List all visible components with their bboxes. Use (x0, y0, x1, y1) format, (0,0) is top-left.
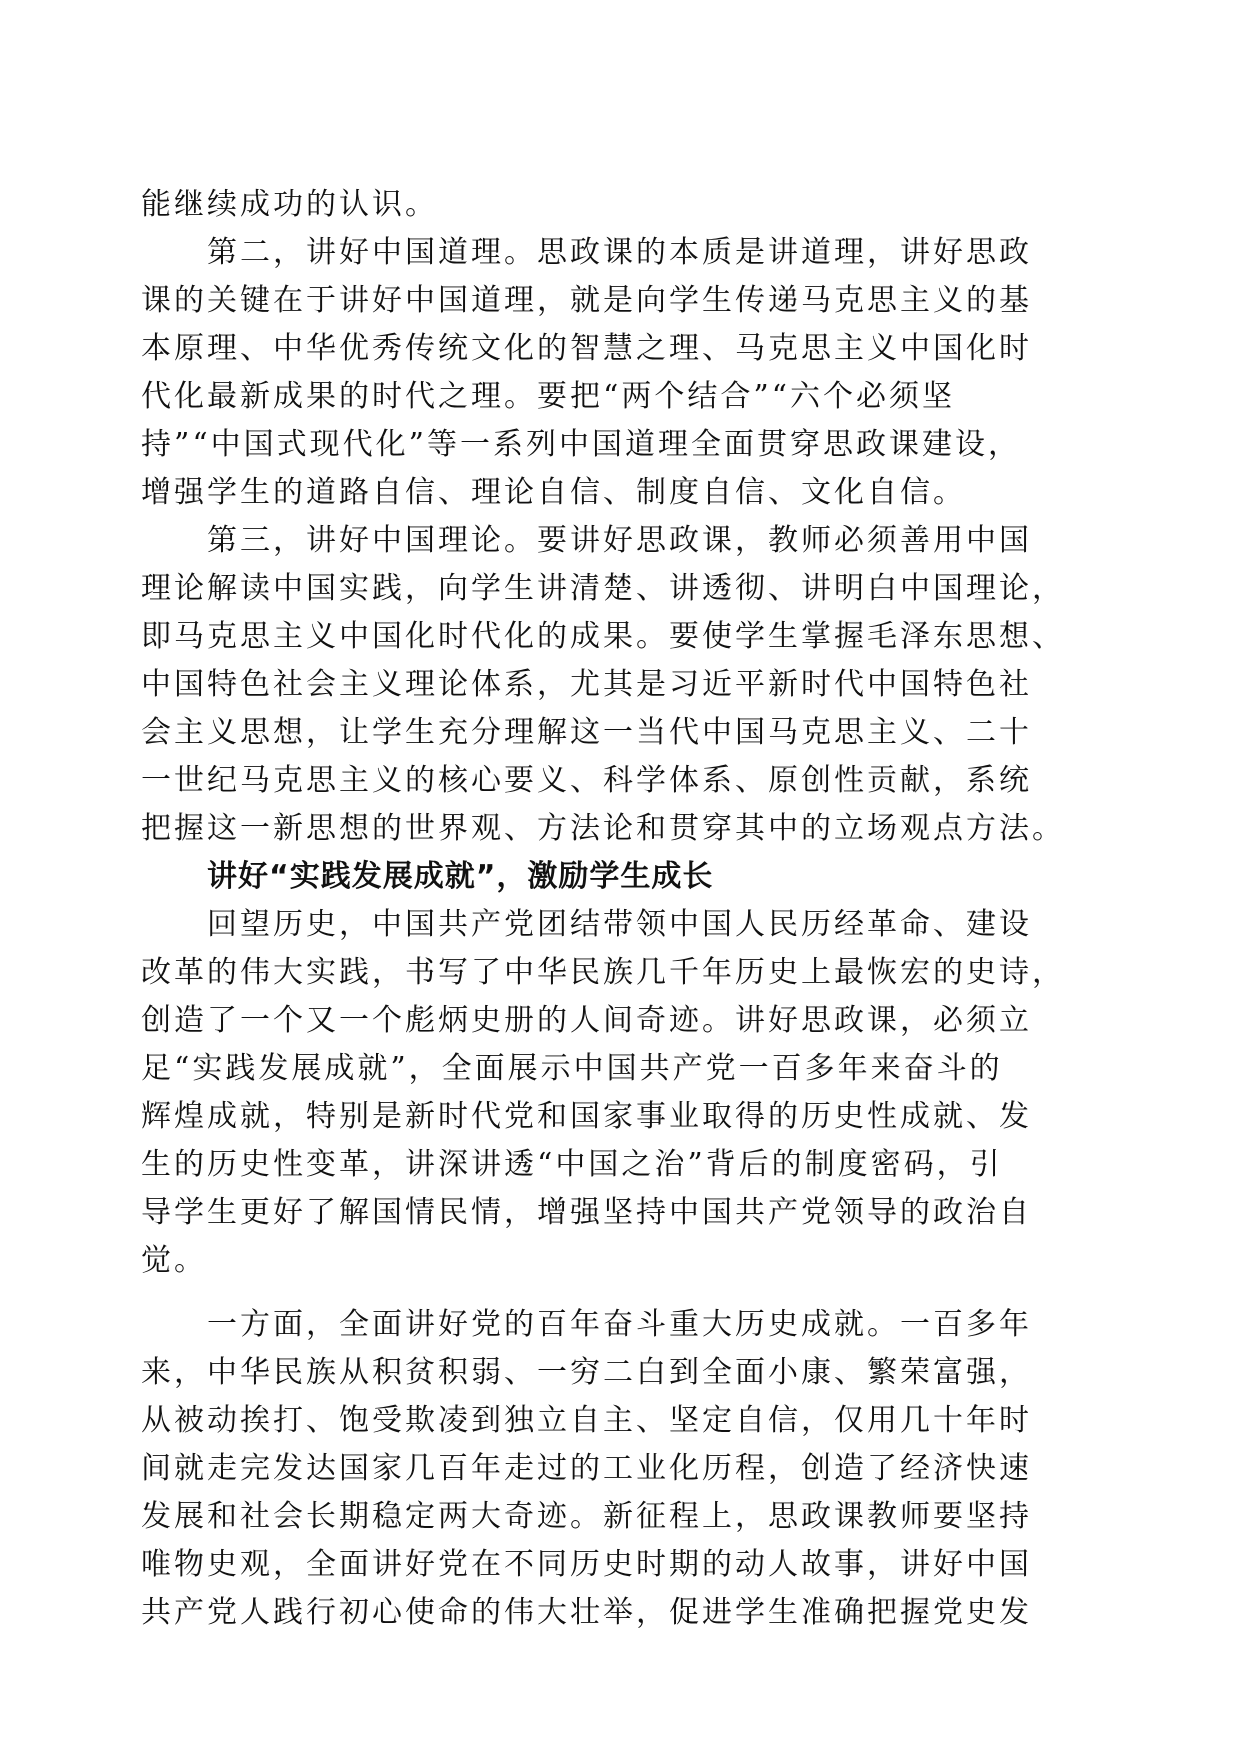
text-line: 唯物史观，全面讲好党在不同历史时期的动人故事，讲好中国 (141, 1547, 1032, 1582)
document-page (141, 181, 1101, 1637)
text-line: 足“实践发展成就”，全面展示中国共产党一百多年来奋斗的 (141, 1051, 1003, 1086)
text-line: 来，中华民族从积贫积弱、一穷二白到全面小康、繁荣富强， (141, 1355, 1032, 1390)
text-line: 觉。 (141, 1243, 207, 1278)
text-line: 能继续成功的认识。 (141, 187, 438, 222)
section-heading: 讲好“实践发展成就”，激励学生成长 (207, 859, 714, 894)
paragraph (141, 517, 1101, 853)
text-line: 间就走完发达国家几百年走过的工业化历程，创造了经济快速 (141, 1451, 1032, 1486)
text-line: 改革的伟大实践，书写了中华民族几千年历史上最恢宏的史诗， (141, 955, 1065, 990)
text-line: 共产党人践行初心使命的伟大壮举，促进学生准确把握党史发 (141, 1595, 1032, 1630)
text-line: 生的历史性变革，讲深讲透“中国之治”背后的制度密码，引 (141, 1147, 1003, 1182)
text-line: 把握这一新思想的世界观、方法论和贯穿其中的立场观点方法。 (141, 811, 1065, 846)
text-line: 一世纪马克思主义的核心要义、科学体系、原创性贡献，系统 (141, 763, 1032, 798)
text-line: 持”“中国式现代化”等一系列中国道理全面贯穿思政课建设， (141, 427, 1022, 462)
text-line: 导学生更好了解国情民情，增强坚持中国共产党领导的政治自 (141, 1195, 1032, 1230)
paragraph (141, 901, 1101, 1285)
text-line: 一方面，全面讲好党的百年奋斗重大历史成就。一百多年 (207, 1307, 1032, 1342)
text-line: 理论解读中国实践，向学生讲清楚、讲透彻、讲明白中国理论， (141, 571, 1065, 606)
text-line: 从被动挨打、饱受欺凌到独立自主、坚定自信，仅用几十年时 (141, 1403, 1032, 1438)
text-line: 第三，讲好中国理论。要讲好思政课，教师必须善用中国 (207, 523, 1032, 558)
text-line: 第二，讲好中国道理。思政课的本质是讲道理，讲好思政 (207, 235, 1032, 270)
text-line: 代化最新成果的时代之理。要把“两个结合”“六个必须坚 (141, 379, 956, 414)
text-line: 辉煌成就，特别是新时代党和国家事业取得的历史性成就、发 (141, 1099, 1032, 1134)
text-line: 增强学生的道路自信、理论自信、制度自信、文化自信。 (141, 475, 966, 510)
text-line: 中国特色社会主义理论体系，尤其是习近平新时代中国特色社 (141, 667, 1032, 702)
paragraph (141, 181, 1101, 229)
text-line: 创造了一个又一个彪炳史册的人间奇迹。讲好思政课，必须立 (141, 1003, 1032, 1038)
text-line: 课的关键在于讲好中国道理，就是向学生传递马克思主义的基 (141, 283, 1032, 318)
text-line: 发展和社会长期稳定两大奇迹。新征程上，思政课教师要坚持 (141, 1499, 1032, 1534)
text-line: 本原理、中华优秀传统文化的智慧之理、马克思主义中国化时 (141, 331, 1032, 366)
paragraph (141, 1301, 1101, 1637)
text-line: 即马克思主义中国化时代化的成果。要使学生掌握毛泽东思想、 (141, 619, 1065, 654)
text-line: 回望历史，中国共产党团结带领中国人民历经革命、建设 (207, 907, 1032, 942)
text-line: 会主义思想，让学生充分理解这一当代中国马克思主义、二十 (141, 715, 1032, 750)
paragraph (141, 229, 1101, 517)
